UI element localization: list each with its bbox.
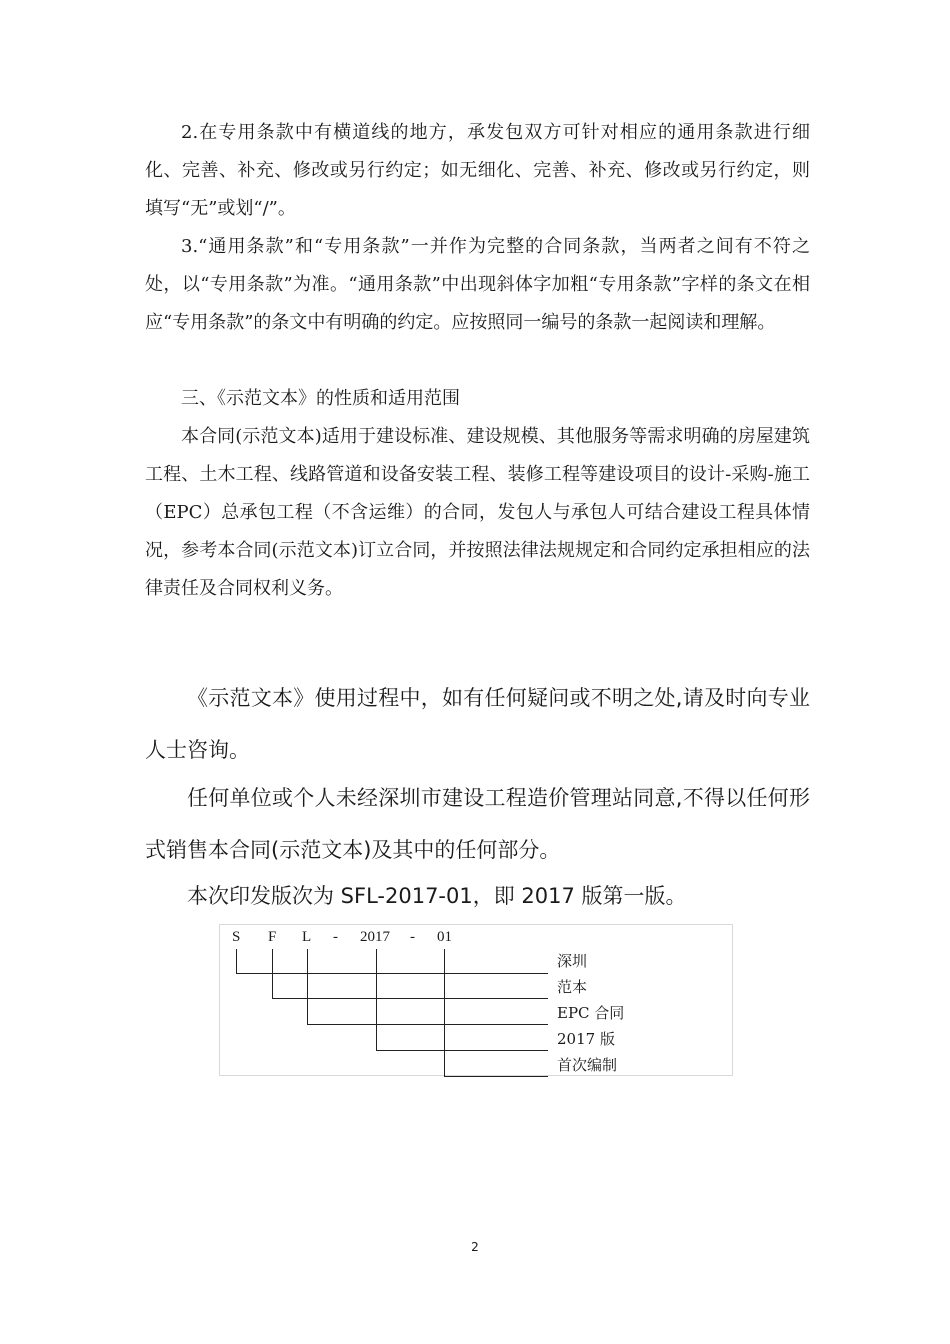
connector-s-horizontal [236,973,548,974]
code-part-year: 2017 [360,929,390,945]
paragraph-scope-description: 本合同(示范文本)适用于建设标准、建设规模、其他服务等需求明确的房屋建筑工程、土木工程、线路管道和设备安装工程、装修工程等建设项目的设计-采购-施工（EPC）总承包工程（不含运维）的合同，发包人与承包人可结合建设工程具体情况，参考本合同(示范文本)订立合同，并按照法律法规规定和合同约定承担相应的法律责任及合同权利义务。 [145,426,810,599]
notice-consult-professionals: 《示范文本》使用过程中，如有任何疑问或不明之处,请及时向专业人士咨询。 [145,686,810,762]
connector-l-vertical [307,949,308,1024]
connector-l-horizontal [307,1024,548,1025]
paragraph-special-clause-dashes: 2.在专用条款中有横道线的地方，承发包双方可针对相应的通用条款进行细化、完善、补充、修改或另行约定；如无细化、完善、补充、修改或另行约定，则填写“无”或划“/”。 [145,122,810,219]
label-shenzhen: 深圳 [557,952,588,970]
label-epc-contract: EPC 合同 [557,1004,625,1022]
connector-serial-vertical [444,949,445,1076]
code-part-dash-2: - [410,929,415,945]
page-number: 2 [471,1240,479,1254]
code-part-dash-1: - [333,929,338,945]
notice-no-sale: 任何单位或个人未经深圳市建设工程造价管理站同意,不得以任何形式销售本合同(示范文本)及其中的任何部分。 [145,786,810,862]
code-part-serial: 01 [437,929,452,945]
connector-year-horizontal [376,1050,548,1051]
section-heading-nature-scope: 三、《示范文本》的性质和适用范围 [181,388,460,409]
connector-f-horizontal [272,998,548,999]
edition-code-diagram [219,924,733,1076]
connector-serial-horizontal [444,1076,548,1077]
notice-edition: 本次印发版次为 SFL-2017-01，即 2017 版第一版。 [187,884,687,908]
code-part-l: L [302,929,312,945]
label-2017-edition: 2017 版 [557,1030,615,1048]
label-template: 范本 [557,978,588,996]
paragraph-clause-priority: 3.“通用条款”和“专用条款”一并作为完整的合同条款，当两者之间有不符之处，以“专用条款”为准。“通用条款”中出现斜体字加粗“专用条款”字样的条文在相应“专用条款”的条文中有明确的约定。应按照同一编号的条款一起阅读和理解。 [145,236,810,333]
code-part-f: F [268,929,277,945]
connector-s-vertical [236,949,237,973]
code-part-s: S [232,929,241,945]
connector-year-vertical [376,949,377,1050]
label-first-compilation: 首次编制 [557,1056,618,1074]
connector-f-vertical [272,949,273,998]
